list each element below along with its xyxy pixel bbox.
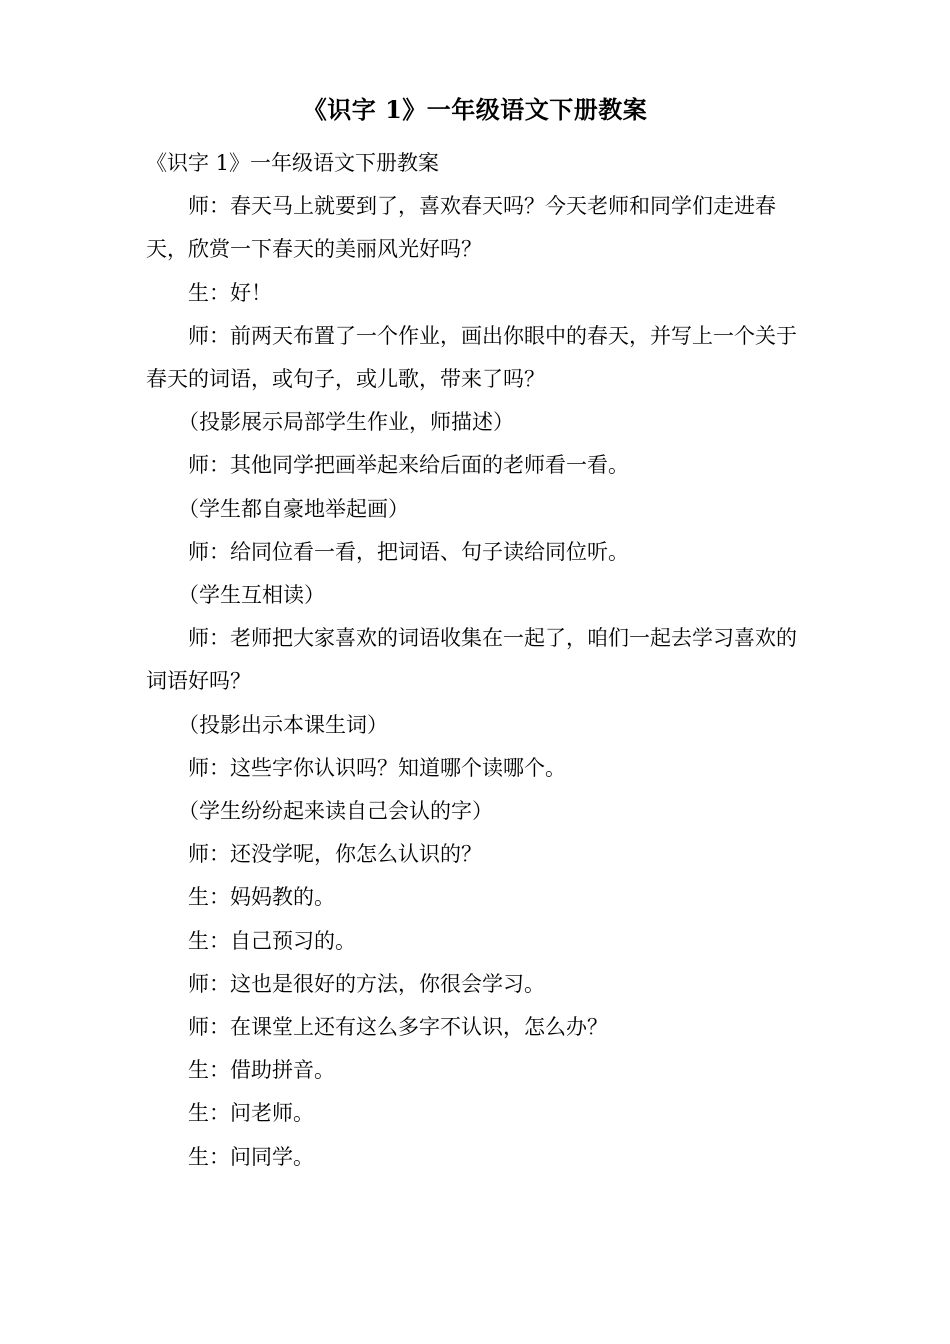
paragraph: 师：前两天布置了一个作业，画出你眼中的春天，并写上一个关于春天的词语，或句子，或儿歌，带来了吗？	[146, 323, 797, 392]
paragraph-stage-direction: （学生互相读）	[178, 583, 325, 608]
paragraph: 生：自己预习的。	[188, 928, 356, 953]
paragraph: 师：这些字你认识吗？知道哪个读哪个。	[188, 755, 566, 780]
paragraph-stage-direction: （投影出示本课生词）	[178, 712, 388, 737]
paragraph: 生：借助拼音。	[188, 1058, 335, 1083]
paragraph: 师：还没学呢，你怎么认识的？	[188, 842, 482, 867]
paragraph: 师：在课堂上还有这么多字不认识，怎么办？	[188, 1015, 608, 1040]
paragraph: 生：问老师。	[188, 1101, 314, 1126]
paragraph: 师：老师把大家喜欢的词语收集在一起了，咱们一起去学习喜欢的词语好吗？	[146, 626, 797, 694]
paragraph: 生：好！	[188, 280, 272, 305]
document-title: 《识字 1》一年级语文下册教案	[302, 95, 648, 124]
paragraph: 生：问同学。	[188, 1144, 314, 1169]
paragraph: 师：这也是很好的方法，你很会学习。	[188, 971, 545, 996]
paragraph: 师：其他同学把画举起来给后面的老师看一看。	[188, 453, 629, 478]
paragraph-stage-direction: （学生纷纷起来读自己会认的字）	[178, 799, 493, 824]
paragraph: 师：给同位看一看，把词语、句子读给同位听。	[188, 539, 629, 564]
paragraph-subtitle: 《识字 1》一年级语文下册教案	[146, 151, 440, 175]
paragraph-stage-direction: （投影展示局部学生作业，师描述）	[178, 410, 514, 435]
document-body	[146, 142, 806, 1179]
paragraph-stage-direction: （学生都自豪地举起画）	[178, 496, 409, 521]
paragraph: 生：妈妈教的。	[188, 885, 335, 910]
paragraph: 师：春天马上就要到了，喜欢春天吗？今天老师和同学们走进春天，欣赏一下春天的美丽风光好吗？	[146, 194, 776, 262]
